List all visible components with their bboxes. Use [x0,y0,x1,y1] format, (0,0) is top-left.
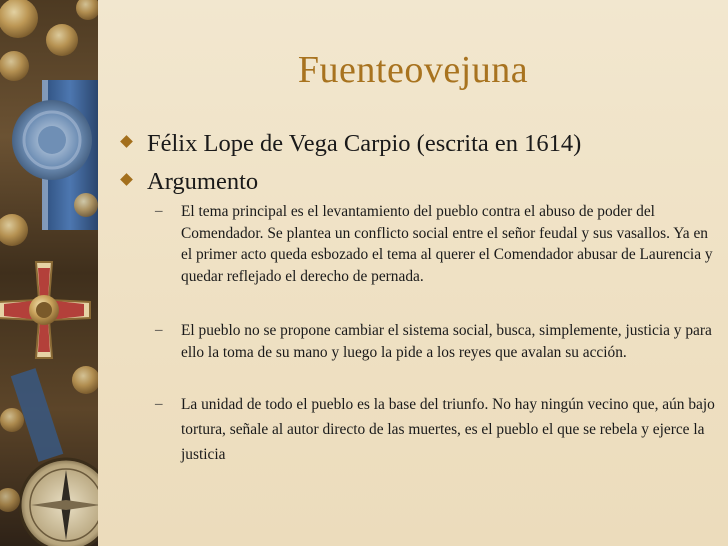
sub-bullet-unidad-text: La unidad de todo el pueblo es la base del triunfo. No hay ningún vecino que, aún bajo tortura, señale al autor directo de las muertes, es el pueblo el que se rebela y ejerce la justicia [181,396,715,463]
diamond-bullet-icon [120,167,147,197]
sub-bullet-unidad [152,392,718,467]
bullet-author [120,129,720,159]
dash-bullet-icon: – [155,322,163,338]
diamond-bullet-icon [120,129,147,159]
medal-side-image [0,0,98,546]
bullet-argumento-text: Argumento [147,168,259,195]
sub-bullet-pueblo [152,320,718,363]
sub-bullet-tema-text: El tema principal es el levantamiento del pueblo contra el abuso de poder del Comendador. Se plantea un conflicto social entre el señor feudal y sus vasallos. Ya en el primer acto queda esbozado el tema al querer el Comendador abusar de Laurencia y quedar reflejado el derecho de pernada. [181,203,713,285]
bullet-argumento [120,167,720,197]
dash-bullet-icon: – [155,396,163,412]
sub-bullet-pueblo-text: El pueblo no se propone cambiar el sistema social, busca, simplemente, justicia y para ello la toma de su mano y luego la pide a los reyes que avalan su acción. [181,322,712,361]
slide-title: Fuenteovejuna [297,49,529,91]
bullet-author-text: Félix Lope de Vega Carpio (escrita en 1614) [147,130,582,157]
dash-bullet-icon: – [155,203,163,219]
medal-and-compass-illustration [0,0,98,546]
sub-bullet-tema [152,201,718,287]
